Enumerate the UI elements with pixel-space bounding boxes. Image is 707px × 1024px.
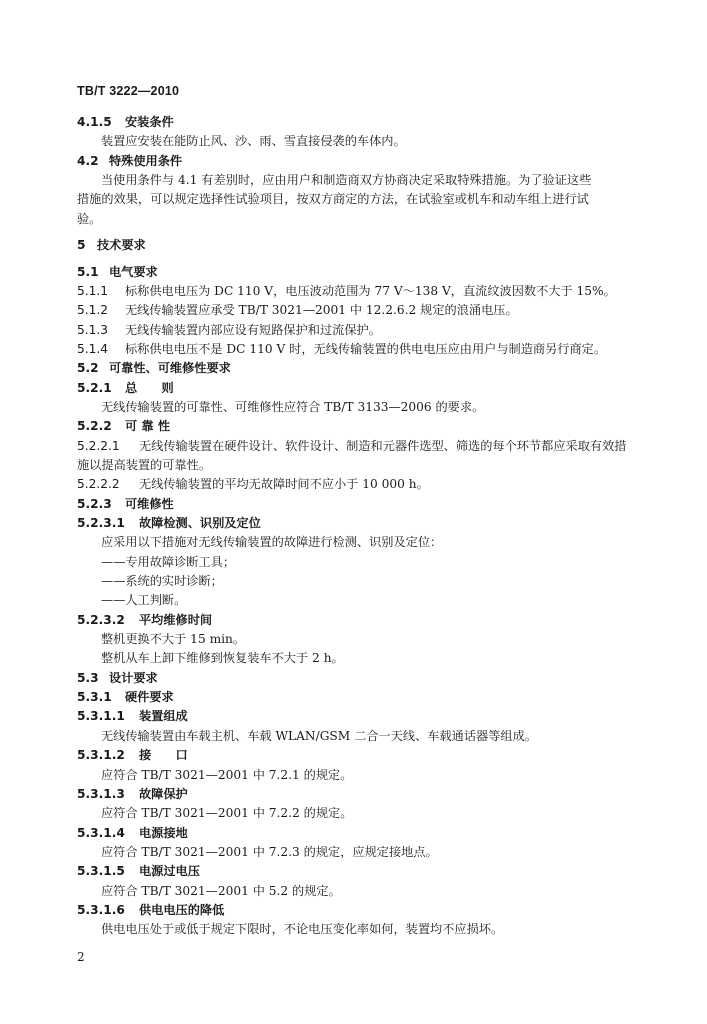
section-number: 5.3.1.2 (77, 748, 125, 763)
section-title: 设计要求 (109, 670, 158, 685)
paragraph: 整机从车上卸下维修到恢复装车不大于 2 h。 (101, 651, 344, 666)
clause-text: 标称供电电压不是 DC 110 V 时，无线传输装置的供电电压应由用户与制造商另行商定。 (125, 341, 607, 356)
chapter-heading-5 (77, 235, 642, 257)
section-number: 5.3.1 (77, 690, 112, 705)
clause-number: 5.2.2.2 (77, 477, 120, 492)
section-title: 平均维修时间 (139, 612, 213, 627)
section-number: 5.3.1.4 (77, 825, 125, 840)
section-title: 总 则 (125, 380, 174, 395)
paragraph: 无线传输装置的可靠性、可维修性应符合 TB/T 3133—2006 的要求。 (101, 399, 485, 414)
section-heading-5-3-1-6 (77, 901, 642, 920)
standard-code-header: TB/T 3222—2010 (77, 84, 180, 98)
section-title: 装置组成 (139, 709, 188, 724)
clause-number: 5.2.2.1 (77, 438, 120, 453)
section-number: 5.3 (77, 670, 99, 685)
section-heading-4-2 (77, 152, 642, 171)
section-title: 可靠性、可维修性要求 (109, 361, 231, 376)
section-number: 5.3.1.1 (77, 709, 125, 724)
section-number: 5.2.1 (77, 380, 112, 395)
section-heading-5-3-1-5 (77, 862, 642, 881)
paragraph: 应符合 TB/T 3021—2001 中 7.2.2 的规定。 (101, 806, 353, 821)
section-title: 故障保护 (139, 786, 188, 801)
section-title: 可维修性 (125, 496, 174, 511)
section-number: 5.2.3 (77, 496, 112, 511)
list-item: ——人工判断。 (101, 593, 187, 608)
section-heading-5-2-3-1 (77, 514, 642, 533)
paragraph-line: 施以提高装置的可靠性。 (77, 458, 212, 472)
clause-5-1-2 (77, 301, 642, 320)
page-number: 2 (77, 950, 85, 964)
section-number: 4.1.5 (77, 115, 112, 129)
clause-5-2-2-1 (77, 437, 642, 456)
clause-5-1-3 (77, 321, 642, 340)
clause-5-1-1 (77, 282, 642, 301)
section-title: 硬件要求 (125, 690, 174, 705)
section-heading-5-1 (77, 263, 642, 282)
paragraph-line: 验。 (77, 211, 102, 226)
section-heading-5-3-1-2 (77, 746, 642, 765)
chapter-title: 技术要求 (97, 238, 146, 253)
section-title: 特殊使用条件 (109, 153, 183, 168)
list-item: ——专用故障诊断工具； (101, 554, 236, 569)
clause-text: 标称供电电压为 DC 110 V，电压波动范围为 77 V～138 V，直流纹波因数不大于 15%。 (125, 283, 616, 298)
section-title: 接 口 (139, 748, 188, 763)
list-item: ——系统的实时诊断； (101, 574, 223, 589)
section-number: 5.2.3.2 (77, 612, 125, 627)
section-number: 5.3.1.5 (77, 864, 125, 879)
section-heading-5-3-1-3 (77, 785, 642, 804)
section-heading-5-2-3 (77, 495, 642, 514)
section-title: 供电电压的降低 (139, 902, 225, 917)
chapter-number: 5 (77, 238, 86, 253)
section-heading-5-2-1 (77, 379, 642, 398)
paragraph: 应符合 TB/T 3021—2001 中 7.2.1 的规定。 (101, 767, 353, 782)
section-heading-5-2 (77, 359, 642, 378)
paragraph-line: 措施的效果，可以规定选择性试验项目，按双方商定的方法，在试验室或机车和动车组上进行试 (77, 192, 589, 207)
section-heading-5-2-3-2 (77, 611, 642, 630)
clause-number: 5.1.1 (77, 283, 109, 298)
document-body (77, 113, 642, 940)
paragraph: 应符合 TB/T 3021—2001 中 5.2 的规定。 (101, 883, 341, 898)
section-number: 5.1 (77, 264, 99, 279)
clause-number: 5.1.2 (77, 303, 109, 318)
paragraph: 整机更换不大于 15 min。 (101, 632, 246, 647)
paragraph: 供电电压处于或低于规定下限时，不论电压变化率如何，装置均不应损坏。 (101, 922, 504, 937)
paragraph: 无线传输装置由车载主机、车载 WLAN/GSM 二合一天线、车载通话器等组成。 (101, 728, 537, 743)
section-number: 5.3.1.6 (77, 902, 125, 917)
clause-text: 无线传输装置应承受 TB/T 3021—2001 中 12.2.6.2 规定的浪涌电压。 (125, 303, 518, 318)
section-number: 5.2.3.1 (77, 516, 125, 531)
section-title: 电气要求 (109, 264, 158, 279)
clause-number: 5.1.4 (77, 341, 109, 356)
section-heading-5-3-1-1 (77, 707, 642, 726)
paragraph-line: 当使用条件与 4.1 有差别时，应由用户和制造商双方协商决定采取特殊措施。为了验证这些 (101, 173, 592, 188)
section-number: 5.3.1.3 (77, 786, 125, 801)
section-number: 5.2 (77, 361, 99, 376)
section-number: 4.2 (77, 153, 99, 168)
clause-text: 无线传输装置在硬件设计、软件设计、制造和元器件选型、筛选的每个环节都应采取有效措 (139, 438, 627, 453)
clause-5-1-4 (77, 340, 642, 359)
section-heading-4-1-5 (77, 113, 642, 132)
section-title: 可 靠 性 (125, 419, 171, 434)
section-title: 电源接地 (139, 825, 188, 840)
clause-text: 无线传输装置内部应设有短路保护和过流保护。 (125, 322, 381, 337)
paragraph: 应采用以下措施对无线传输装置的故障进行检测、识别及定位： (101, 535, 443, 550)
section-heading-5-3-1-4 (77, 824, 642, 843)
section-heading-5-2-2 (77, 417, 642, 436)
section-heading-5-3-1 (77, 688, 642, 707)
clause-number: 5.1.3 (77, 322, 109, 337)
section-heading-5-3 (77, 669, 642, 688)
clause-text: 无线传输装置的平均无故障时间不应小于 10 000 h。 (139, 477, 429, 492)
paragraph: 应符合 TB/T 3021—2001 中 7.2.3 的规定，应规定接地点。 (101, 844, 438, 859)
section-title: 电源过电压 (139, 864, 200, 879)
section-title: 安装条件 (125, 115, 174, 129)
clause-5-2-2-2 (77, 475, 642, 494)
paragraph: 装置应安装在能防止风、沙、雨、雪直接侵袭的车体内。 (101, 134, 406, 149)
section-title: 故障检测、识别及定位 (139, 516, 261, 531)
section-number: 5.2.2 (77, 419, 112, 434)
